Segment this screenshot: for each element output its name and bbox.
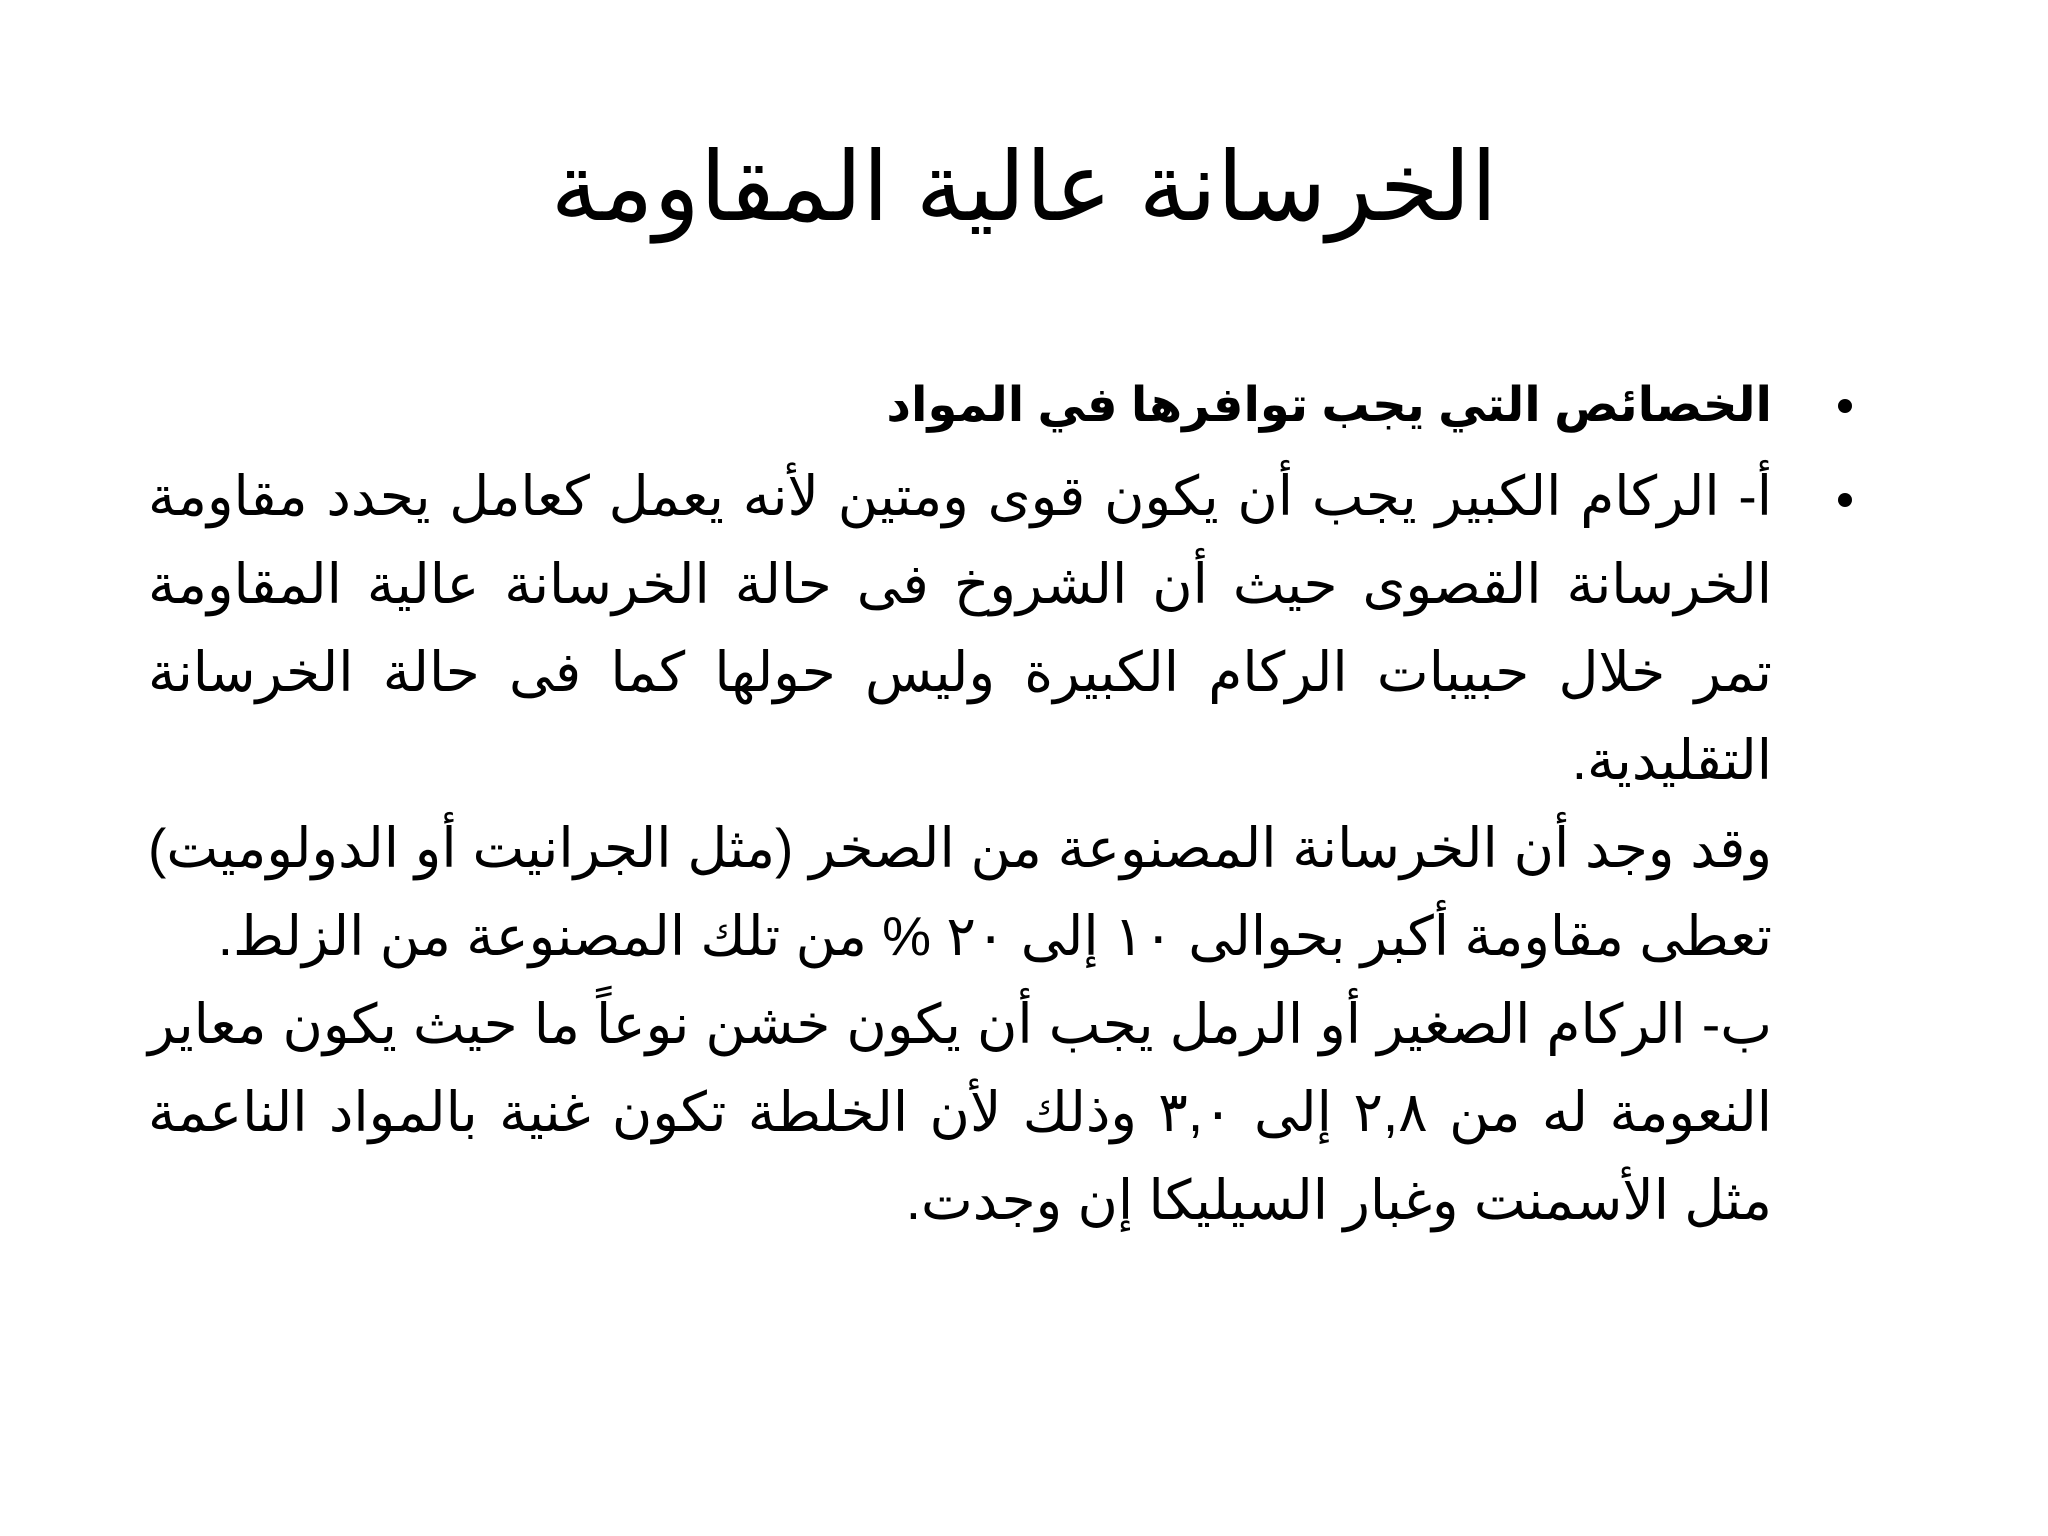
bullet-item-heading <box>148 368 1868 444</box>
slide-title: الخرسانة عالية المقاومة <box>550 134 1498 241</box>
paragraph-fine-aggregate: ب- الركام الصغير أو الرمل يجب أن يكون خشن نوعاً ما حيث يكون معاير النعومة له من ٢,٨ إلى ٣,٠ وذلك لأن الخلطة تكون غنية بالمواد الناعمة مثل الأسمنت وغبار السيليكا إن وجدت. <box>148 993 1772 1231</box>
heading-text: الخصائص التي يجب توافرها في المواد <box>886 379 1772 432</box>
bullet-item-body <box>148 452 1868 1244</box>
bullet-dot-icon <box>1838 493 1852 507</box>
paragraph-coarse-aggregate: أ- الركام الكبير يجب أن يكون قوى ومتين لأنه يعمل كعامل يحدد مقاومة الخرسانة القصوى حيث أن الشروخ فى حالة الخرسانة عالية المقاومة تمر خلال حبيبات الركام الكبيرة وليس حولها كما فى حالة الخرسانة التقليدية. <box>148 465 1772 791</box>
bullet-dot-icon <box>1838 399 1852 413</box>
paragraph-rock-strength: وقد وجد أن الخرسانة المصنوعة من الصخر (مثل الجرانيت أو الدولوميت) تعطى مقاومة أكبر بحوالى ١٠ إلى ٢٠ % من تلك المصنوعة من الزلط. <box>148 817 1772 967</box>
bullet-list <box>148 368 1868 1244</box>
